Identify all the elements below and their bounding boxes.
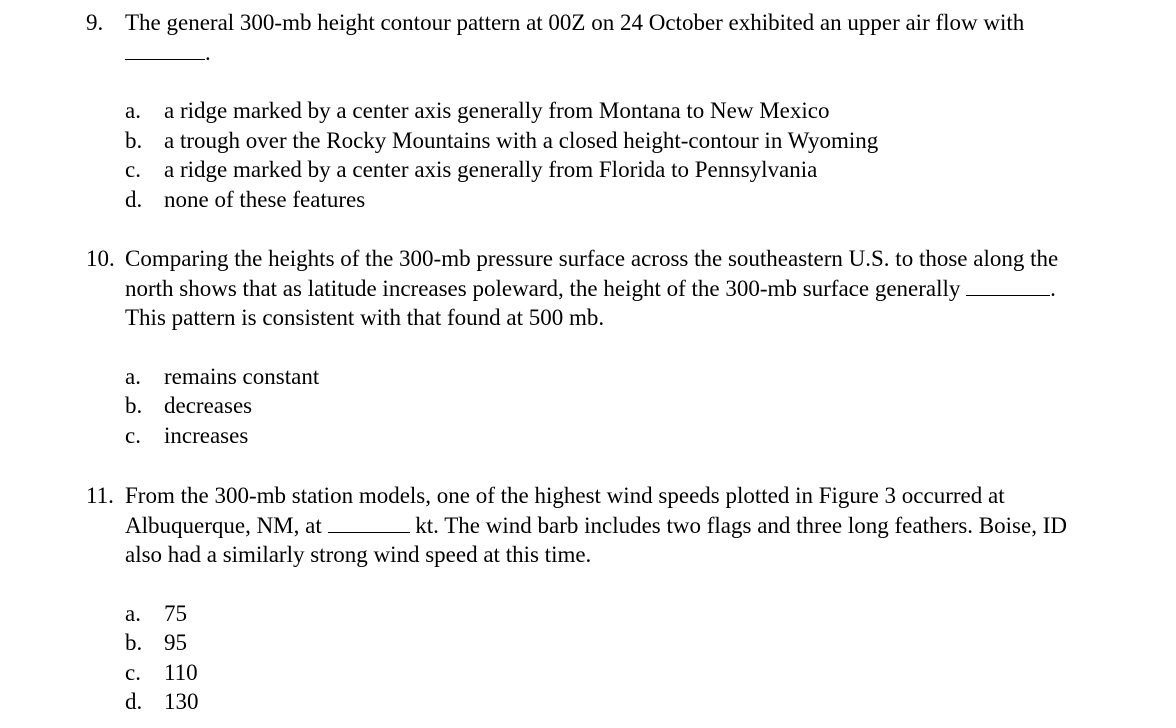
options-list xyxy=(125,599,1086,717)
option-text: 95 xyxy=(164,630,187,655)
question-text-after: . This pattern is consistent with that found at 500 mb. xyxy=(125,275,1056,330)
question-11 xyxy=(86,481,1086,717)
question-text xyxy=(125,8,1086,67)
option-b xyxy=(125,126,1086,156)
question-text-after: kt. The wind barb includes two flags and three long feathers. Boise, ID also had a similarly strong wind speed at this time. xyxy=(125,512,1067,567)
question-number: 10. xyxy=(86,246,115,271)
option-d xyxy=(125,687,1086,717)
option-letter: b. xyxy=(125,630,143,655)
option-text: 130 xyxy=(164,689,199,714)
question-stem xyxy=(86,8,1086,67)
option-text: decreases xyxy=(164,393,253,418)
question-text xyxy=(125,481,1086,570)
option-text: none of these features xyxy=(164,186,366,212)
option-letter: d. xyxy=(125,186,143,212)
question-9 xyxy=(86,8,1086,214)
answer-blank xyxy=(328,511,410,533)
option-b xyxy=(125,391,1086,421)
answer-blank xyxy=(125,38,205,60)
option-letter: b. xyxy=(125,393,143,418)
option-c xyxy=(125,658,1086,688)
option-letter: b. xyxy=(125,127,143,153)
question-text xyxy=(125,244,1086,333)
question-text-before: The general 300-mb height contour pattern at 00Z on 24 October exhibited an upper air flow with xyxy=(125,10,1025,35)
option-text: increases xyxy=(164,422,249,448)
option-letter: c. xyxy=(125,157,141,182)
option-a xyxy=(125,599,1086,629)
option-c xyxy=(125,421,1086,451)
question-text-before: From the 300-mb station models, one of the highest wind speeds plotted in Figure 3 occurred at Albuquerque, NM, at xyxy=(125,483,1005,538)
option-letter: a. xyxy=(125,98,141,123)
question-stem xyxy=(86,481,1086,570)
option-letter: a. xyxy=(125,600,141,626)
option-a xyxy=(125,362,1086,392)
option-b xyxy=(125,628,1086,658)
option-text: 75 xyxy=(164,600,187,626)
option-letter: c. xyxy=(125,659,141,685)
option-d xyxy=(125,185,1086,215)
answer-blank xyxy=(966,274,1050,296)
question-stem xyxy=(86,244,1086,333)
option-text: remains constant xyxy=(164,363,320,389)
option-a xyxy=(125,96,1086,126)
option-text: a trough over the Rocky Mountains with a closed height-contour in Wyoming xyxy=(164,127,879,153)
option-text: 110 xyxy=(164,659,198,685)
option-letter: c. xyxy=(125,422,141,448)
options-list xyxy=(125,362,1086,451)
question-text-after: . xyxy=(205,39,211,65)
question-text-before: Comparing the heights of the 300-mb pressure surface across the southeastern U.S. to those along the north shows that as latitude increases poleward, the height of the 300-mb surface generally xyxy=(125,246,1059,301)
question-10 xyxy=(86,244,1086,450)
question-number: 9. xyxy=(86,10,104,35)
option-text: a ridge marked by a center axis generally from Florida to Pennsylvania xyxy=(164,157,818,182)
options-list xyxy=(125,96,1086,214)
option-text: a ridge marked by a center axis generally from Montana to New Mexico xyxy=(164,98,830,123)
option-letter: d. xyxy=(125,689,143,714)
option-c xyxy=(125,155,1086,185)
option-letter: a. xyxy=(125,363,141,389)
question-number: 11. xyxy=(86,483,114,508)
